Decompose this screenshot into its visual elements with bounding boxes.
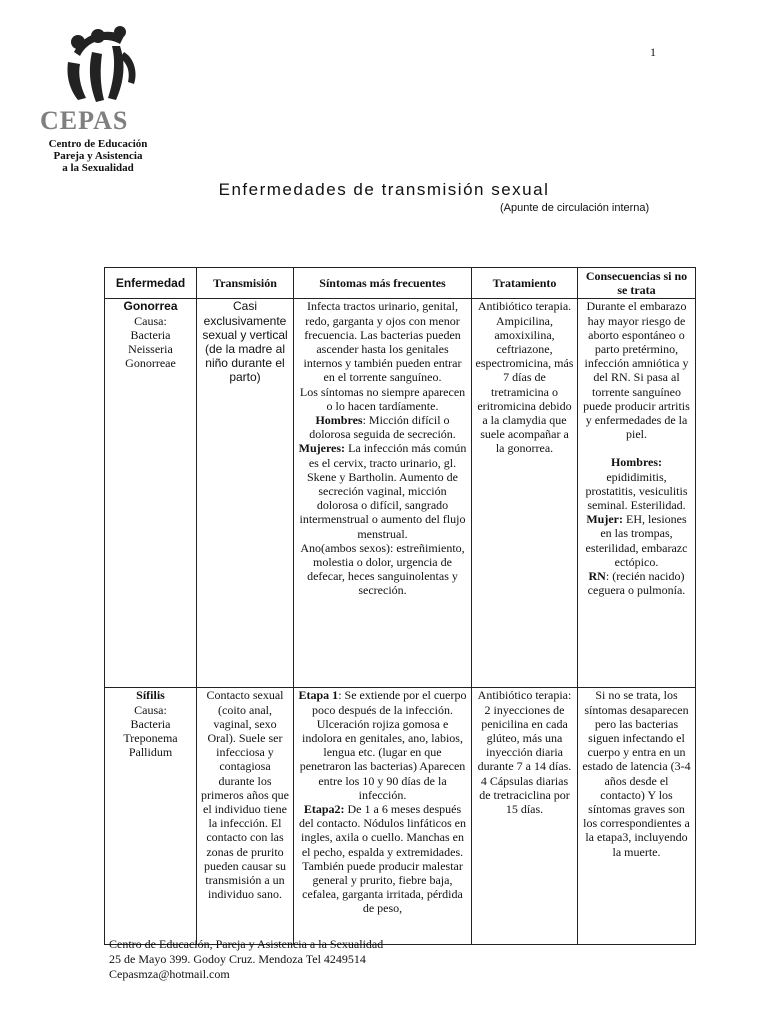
consequences-women-text: EH, lesiones en las trompas, esterilidad, embarazc ectópico. <box>585 512 688 569</box>
cause-line: Treponema <box>123 731 178 746</box>
symptoms-men-label: Hombres <box>315 413 363 428</box>
symptoms-women <box>297 441 468 540</box>
logo-subtitle-line: a la Sexualidad <box>62 162 134 174</box>
logo-subtitle-line: Centro de Educación <box>48 138 148 150</box>
cause-line: Bacteria <box>130 327 171 342</box>
symptoms-stage2-label: Etapa2: <box>303 802 345 817</box>
symptoms-cell <box>294 299 472 688</box>
symptoms-late: Los síntomas no siempre aparecen o lo hacen tardíamente. <box>299 384 466 413</box>
cause-line: Causa: <box>134 313 167 328</box>
table-row <box>105 299 696 688</box>
page-title: Enfermedades de transmisión sexual <box>218 180 550 199</box>
disease-name: Gonorrea <box>123 299 178 314</box>
logo-name: CEPAS <box>40 106 129 135</box>
cause-line: Pallidum <box>128 745 173 760</box>
symptoms-clip <box>297 688 468 938</box>
logo-subtitle <box>38 138 158 174</box>
footer-org: Centro de Educación, Pareja y Asistencia a la Sexualidad <box>109 937 384 951</box>
logo-subtitle-line: Pareja y Asistencia <box>53 150 143 162</box>
treatment-cell: Antibiótico terapia: 2 inyecciones de penicilina en cada glúteo, más una inyección diaria durante 7 a 14 días. 4 Cápsulas diarias de tretraciclina por 15 días. <box>472 688 578 945</box>
disease-name: Sífilis <box>136 688 165 703</box>
cause-line: Bacteria <box>130 716 171 731</box>
symptoms-men <box>297 413 468 441</box>
treatment-cell: Antibiótico terapia. Ampicilina, amoxixilina, ceftriazone, espectromicina, más 7 días de tretramicina o eritromicina debido a la clamydia que suele acompañar a la gonorrea. <box>472 299 578 688</box>
cause-line: Causa: <box>134 702 167 717</box>
symptoms-anal: Ano(ambos sexos): estreñimiento, molestia o dolor, urgencia de defecar, heces sanguinolentas y secreción. <box>300 540 465 598</box>
header-consequences: Consecuencias si no se trata <box>578 268 696 299</box>
header-disease: Enfermedad <box>105 268 197 299</box>
consequences-rn <box>581 569 692 597</box>
consequences-men-text: epididimitis, prostatitis, vesiculitis seminal. Esterilidad. <box>585 469 688 513</box>
symptoms-stage1 <box>297 688 468 802</box>
consequences-men <box>581 455 692 569</box>
transmission-cell: Casi exclusivamente sexual y vertical (de la madre al niño durante el parto) <box>197 299 294 688</box>
symptoms-men-text: : Micción difícil o dolorosa seguida de secreción. <box>309 413 456 442</box>
symptoms-cell <box>294 688 472 945</box>
symptoms-stage1-text: : Se extiende por el cuerpo poco después de la infección. Ulceración rojiza gomosa e indolora en genitales, ano, labios, lengua etc. (lugar en que penetraron las bacterias) Aparecen entre los 10 y 90 días de la infección. <box>299 688 467 802</box>
symptoms-stage1-label: Etapa 1 <box>298 688 339 703</box>
table-header-row <box>105 268 696 299</box>
disease-cell <box>105 688 197 945</box>
disease-cell <box>105 299 197 688</box>
consequences-rn-label: RN <box>588 569 606 584</box>
cepas-figures-icon <box>54 22 144 108</box>
symptoms-stage2-text: De 1 a 6 meses después del contacto. Nódulos linfáticos en ingles, axila o cuello. Manchas en el pecho, espalda y extremidades. También puede producir malestar general y prurito, fiebre baja, cefalea, garganta irritada, pérdida de peso, <box>299 802 466 916</box>
header-treatment: Tratamiento <box>472 268 578 299</box>
consequences-cell: Si no se trata, los síntomas desaparecen pero las bacterias siguen infectando el cuerpo y entra en un estado de latencia (3-4 años desde el contacto) Y los síntomas graves son los correspondientes a la etapa3, incluyendo la muerte. <box>578 688 696 945</box>
symptoms-stage2 <box>297 802 468 916</box>
footer <box>109 937 383 982</box>
consequences-women-label: Mujer: <box>586 512 623 527</box>
spacer <box>581 441 692 455</box>
footer-address: 25 de Mayo 399. Godoy Cruz. Mendoza Tel 4249514 <box>109 952 366 966</box>
footer-email[interactable]: Cepasmza@hotmail.com <box>109 967 230 981</box>
consequences-cell <box>578 299 696 688</box>
symptoms-women-text: La infección más común es el cervix, tracto urinario, gl. Skene y Bartholin. Aumento de secreción vaginal, micción dolorosa o difícil, sangrado intermenstrual o aumento del flujo menstrual. <box>299 441 467 541</box>
cause-line: Neisseria <box>128 342 173 357</box>
header-symptoms: Síntomas más frecuentes <box>294 268 472 299</box>
consequences-men-label: Hombres: <box>610 455 663 470</box>
header-transmission: Transmisión <box>197 268 294 299</box>
symptoms-intro: Infecta tractos urinario, genital, redo, garganta y ojos con menor frecuencia. Las bacterias pueden ascender hasta los genitales internos y también pueden entrar en el torrente sanguíneo. <box>303 299 462 385</box>
consequences-intro: Durante el embarazo hay mayor riesgo de aborto espontáneo o parto pretérmino, infección amniótica y del RN. Si pasa al torrente sanguíneo puede producir artritis y enfermedades de la piel. <box>583 299 690 442</box>
symptoms-women-label: Mujeres: <box>298 441 346 456</box>
cepas-logo <box>26 18 156 174</box>
cause-line: Gonorreae <box>125 356 176 371</box>
consequences-rn-text: : (recién nacido) ceguera o pulmonía. <box>587 569 686 598</box>
std-table <box>104 267 696 945</box>
page-number: 1 <box>650 45 656 59</box>
transmission-cell: Contacto sexual (coito anal, vaginal, sexo Oral). Suele ser infecciosa y contagiosa durante los primeros años que el individuo tiene la infección. El contacto con las zonas de prurito pueden causar su transmisión a un individuo sano. <box>197 688 294 945</box>
page-subtitle: (Apunte de circulación interna) <box>500 202 650 214</box>
table-row <box>105 688 696 945</box>
